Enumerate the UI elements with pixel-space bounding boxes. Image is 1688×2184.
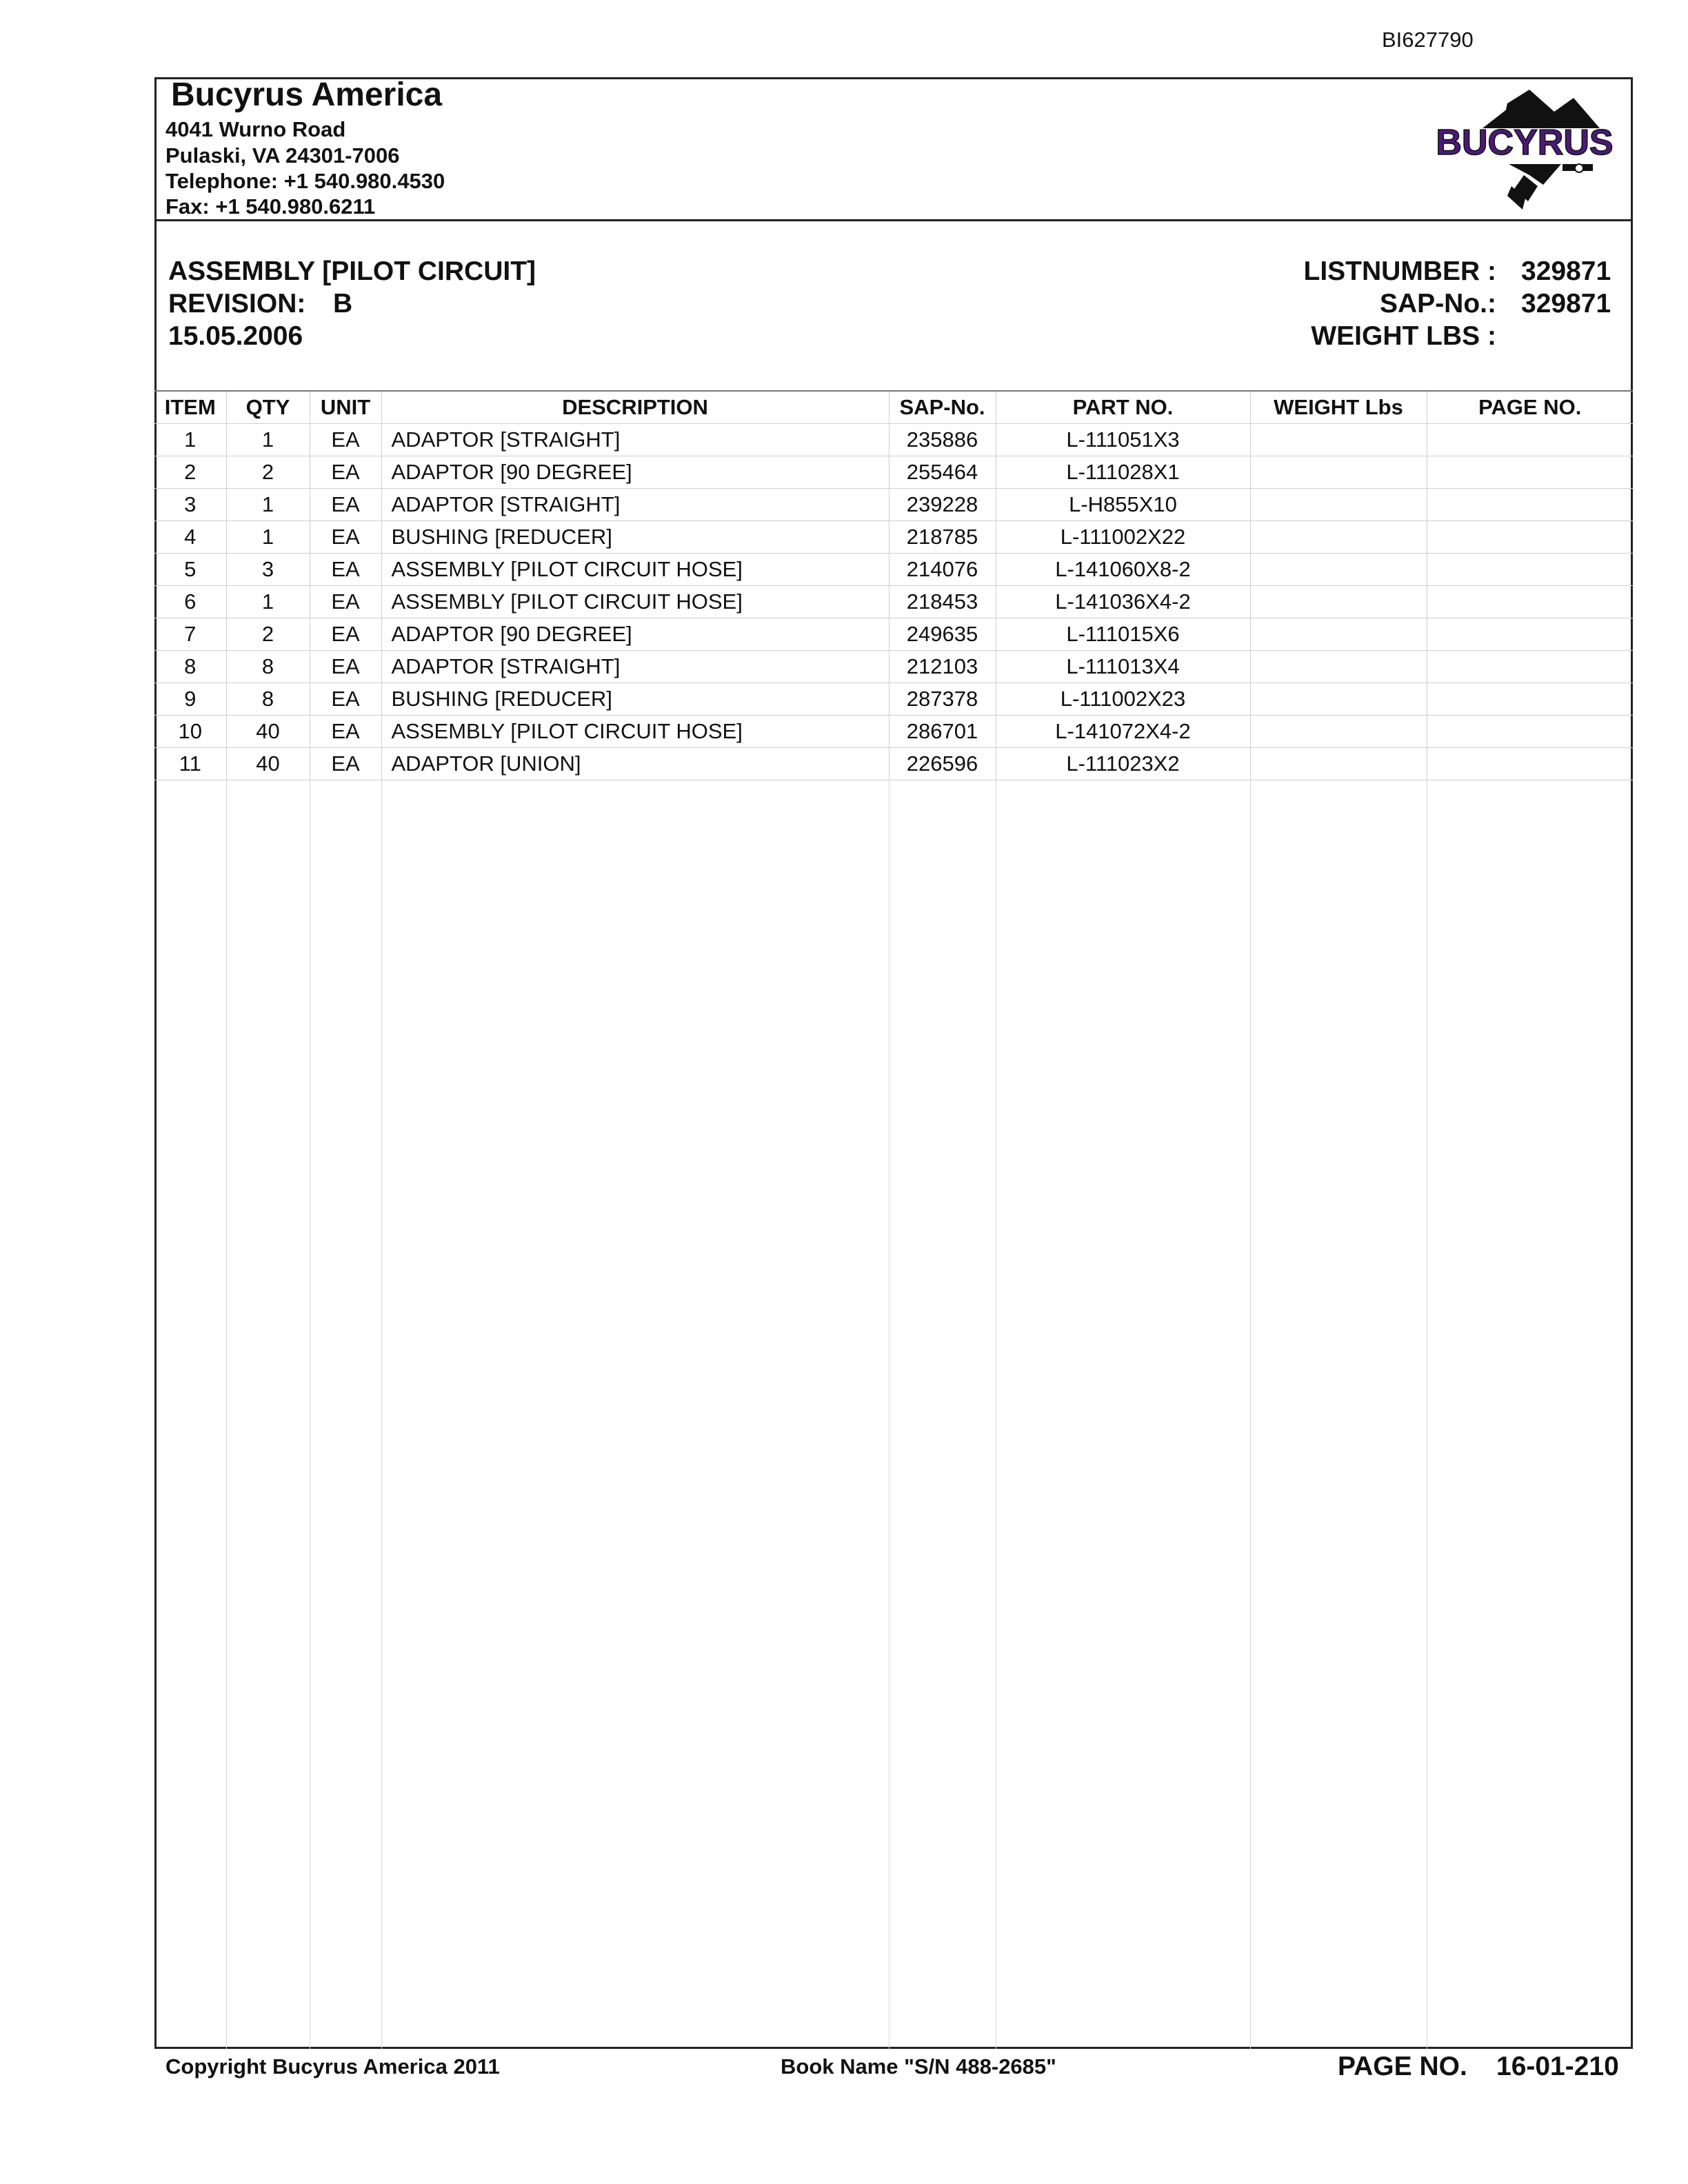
cell-page-no [1427,489,1633,521]
cell-unit: EA [310,489,381,521]
cell-unit: EA [310,586,381,618]
table-row [154,618,1633,651]
cell-item: 1 [154,424,226,456]
table-row [154,424,1633,456]
cell-item: 11 [154,748,226,780]
cell-page-no [1427,748,1633,780]
column-guide-line [226,779,227,2049]
cell-sap-no: 214076 [889,554,996,586]
table-row [154,748,1633,780]
cell-description: ASSEMBLY [PILOT CIRCUIT HOSE] [381,554,889,586]
cell-description: ASSEMBLY [PILOT CIRCUIT HOSE] [381,586,889,618]
cell-qty: 8 [226,683,310,716]
address-city: Pulaski, VA 24301-7006 [165,143,400,168]
cell-item: 5 [154,554,226,586]
cell-sap-no: 287378 [889,683,996,716]
cell-item: 4 [154,521,226,554]
cell-part-no: L-141060X8-2 [996,554,1250,586]
cell-weight [1250,618,1427,651]
cell-qty: 40 [226,748,310,780]
cell-part-no: L-111002X23 [996,683,1250,716]
column-header-qty: QTY [226,392,310,424]
column-header-unit: UNIT [310,392,381,424]
cell-weight [1250,554,1427,586]
cell-part-no: L-111013X4 [996,651,1250,683]
cell-part-no: L-111051X3 [996,424,1250,456]
cell-page-no [1427,683,1633,716]
cell-weight [1250,586,1427,618]
cell-item: 10 [154,716,226,748]
cell-part-no: L-141072X4-2 [996,716,1250,748]
column-header-part-no: PART NO. [996,392,1250,424]
table-row [154,456,1633,489]
listnumber-label: LISTNUMBER : [1303,256,1496,286]
cell-weight [1250,748,1427,780]
cell-page-no [1427,716,1633,748]
cell-unit: EA [310,716,381,748]
cell-sap-no: 235886 [889,424,996,456]
cell-qty: 2 [226,618,310,651]
cell-page-no [1427,618,1633,651]
cell-description: ADAPTOR [UNION] [381,748,889,780]
listnumber-value: 329871 [1521,256,1611,286]
cell-item: 2 [154,456,226,489]
company-name: Bucyrus America [171,77,443,113]
cell-unit: EA [310,748,381,780]
copyright-notice: Copyright Bucyrus America 2011 [165,2054,500,2079]
cell-qty: 1 [226,424,310,456]
column-header-weight: WEIGHT Lbs [1250,392,1427,424]
table-row [154,716,1633,748]
cell-part-no: L-111015X6 [996,618,1250,651]
address-street: 4041 Wurno Road [165,117,346,141]
sap-number-value: 329871 [1521,289,1611,318]
cell-page-no [1427,651,1633,683]
column-guide-line [1250,779,1251,2049]
cell-qty: 3 [226,554,310,586]
table-row [154,554,1633,586]
cell-unit: EA [310,554,381,586]
cell-description: ADAPTOR [STRAIGHT] [381,651,889,683]
cell-sap-no: 218785 [889,521,996,554]
cell-page-no [1427,424,1633,456]
cell-description: ASSEMBLY [PILOT CIRCUIT HOSE] [381,716,889,748]
table-row [154,586,1633,618]
cell-item: 9 [154,683,226,716]
cell-weight [1250,521,1427,554]
cell-unit: EA [310,618,381,651]
column-header-sap-no: SAP-No. [889,392,996,424]
cell-part-no: L-111028X1 [996,456,1250,489]
cell-page-no [1427,586,1633,618]
column-header-page-no: PAGE NO. [1427,392,1633,424]
cell-description: BUSHING [REDUCER] [381,683,889,716]
page-number-value: 16-01-210 [1496,2052,1619,2081]
column-header-description: DESCRIPTION [381,392,889,424]
table-row [154,489,1633,521]
cell-sap-no: 239228 [889,489,996,521]
cell-sap-no: 286701 [889,716,996,748]
cell-unit: EA [310,651,381,683]
cell-sap-no: 255464 [889,456,996,489]
cell-qty: 40 [226,716,310,748]
cell-description: ADAPTOR [STRAIGHT] [381,424,889,456]
cell-part-no: L-141036X4-2 [996,586,1250,618]
cell-item: 8 [154,651,226,683]
parts-table [154,392,1633,780]
cell-weight [1250,716,1427,748]
cell-weight [1250,683,1427,716]
cell-weight [1250,456,1427,489]
cell-sap-no: 249635 [889,618,996,651]
cell-description: BUSHING [REDUCER] [381,521,889,554]
cell-part-no: L-111023X2 [996,748,1250,780]
column-guide-line [889,779,890,2049]
cell-item: 6 [154,586,226,618]
table-row [154,683,1633,716]
revision-label: REVISION: [168,289,306,318]
cell-sap-no: 212103 [889,651,996,683]
header-divider [154,219,1633,221]
logo-wordmark: BUCYRUS [1436,123,1614,163]
column-guide-line [381,779,382,2049]
cell-qty: 1 [226,521,310,554]
cell-description: ADAPTOR [STRAIGHT] [381,489,889,521]
cell-sap-no: 226596 [889,748,996,780]
revision-value: B [333,289,353,318]
cell-unit: EA [310,683,381,716]
column-header-item: ITEM [154,392,226,424]
cell-sap-no: 218453 [889,586,996,618]
cell-weight [1250,651,1427,683]
telephone: Telephone: +1 540.980.4530 [165,169,445,193]
cell-description: ADAPTOR [90 DEGREE] [381,618,889,651]
cell-part-no: L-H855X10 [996,489,1250,521]
cell-qty: 8 [226,651,310,683]
cell-unit: EA [310,521,381,554]
cell-description: ADAPTOR [90 DEGREE] [381,456,889,489]
sap-number-label: SAP-No.: [1380,289,1496,318]
cell-page-no [1427,521,1633,554]
table-row [154,651,1633,683]
cell-unit: EA [310,424,381,456]
cell-part-no: L-111002X22 [996,521,1250,554]
document-date: 15.05.2006 [168,321,303,351]
table-header-row [154,392,1633,424]
page-number-label: PAGE NO. [1338,2052,1467,2081]
assembly-title: ASSEMBLY [PILOT CIRCUIT] [168,256,536,286]
table-row [154,521,1633,554]
cell-page-no [1427,554,1633,586]
fax: Fax: +1 540.980.6211 [165,194,376,219]
cell-unit: EA [310,456,381,489]
bucyrus-logo [1426,88,1623,210]
book-name: Book Name "S/N 488-2685" [781,2054,1056,2079]
document-id: BI627790 [1382,28,1474,52]
cell-weight [1250,489,1427,521]
cell-qty: 1 [226,489,310,521]
page-frame [154,77,1633,2049]
cell-weight [1250,424,1427,456]
cell-qty: 1 [226,586,310,618]
cell-item: 7 [154,618,226,651]
cell-page-no [1427,456,1633,489]
cell-item: 3 [154,489,226,521]
weight-label: WEIGHT LBS : [1311,321,1496,351]
cell-qty: 2 [226,456,310,489]
